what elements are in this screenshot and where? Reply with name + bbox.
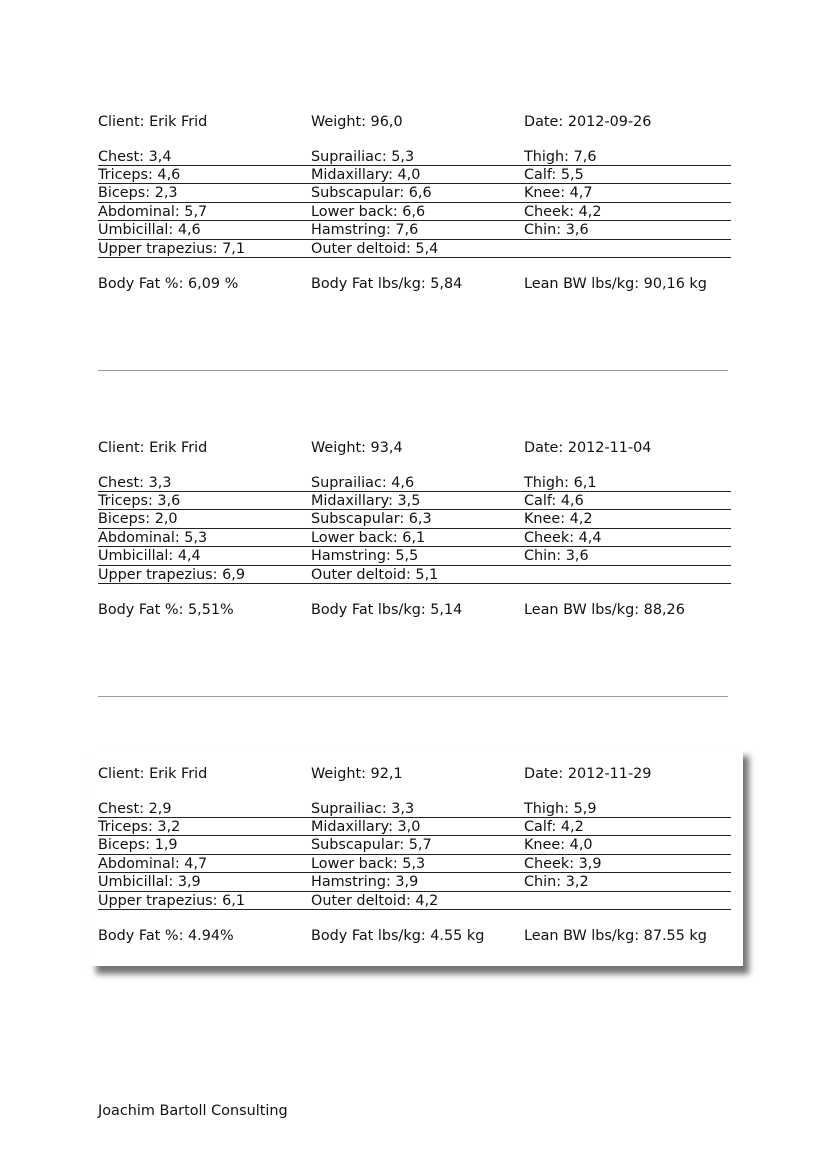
record-date: Date: 2012-11-29	[524, 766, 652, 782]
measurement-cell: Hamstring: 5,5	[311, 548, 419, 565]
client-name: Client: Erik Frid	[98, 440, 208, 456]
measurement-row	[98, 800, 731, 818]
measurement-cell: Chin: 3,6	[524, 222, 589, 239]
measurement-row	[98, 184, 731, 202]
measurement-row	[98, 221, 731, 239]
measurement-cell: Chest: 2,9	[98, 800, 172, 817]
measurement-cell: Outer deltoid: 5,1	[311, 566, 439, 583]
measurement-cell	[524, 892, 731, 909]
measurement-cell: Umbicillal: 4,4	[98, 548, 201, 565]
measurement-cell: Biceps: 2,0	[98, 511, 178, 528]
measurement-cell: Biceps: 2,3	[98, 185, 178, 202]
measurement-cell: Hamstring: 7,6	[311, 222, 419, 239]
record-date: Date: 2012-09-26	[524, 114, 652, 130]
measurement-cell: Cheek: 3,9	[524, 855, 602, 872]
measurement-row	[98, 148, 731, 166]
weight-value: Weight: 96,0	[311, 114, 403, 130]
measurement-cell: Lower back: 5,3	[311, 855, 426, 872]
measurement-cell: Abdominal: 5,3	[98, 529, 208, 546]
body-fat-percent: Body Fat %: 6,09 %	[98, 275, 239, 292]
measurement-cell: Suprailiac: 4,6	[311, 474, 415, 491]
measurement-cell: Outer deltoid: 4,2	[311, 892, 439, 909]
section-divider	[98, 370, 728, 371]
measurement-cell: Triceps: 4,6	[98, 166, 181, 183]
body-fat-mass: Body Fat lbs/kg: 5,14	[311, 601, 463, 618]
measurement-cell: Triceps: 3,2	[98, 818, 181, 835]
measurement-row	[98, 892, 731, 910]
measurement-row	[98, 836, 731, 854]
section-divider	[98, 696, 728, 697]
measurement-row	[98, 529, 731, 547]
measurement-cell: Subscapular: 6,6	[311, 185, 432, 202]
measurement-cell: Lower back: 6,1	[311, 529, 426, 546]
measurement-row	[98, 166, 731, 184]
measurement-cell: Outer deltoid: 5,4	[311, 240, 439, 257]
record-header	[98, 113, 731, 131]
measurement-cell: Midaxillary: 4,0	[311, 166, 421, 183]
lean-body-weight: Lean BW lbs/kg: 90,16 kg	[524, 275, 707, 292]
record-summary	[98, 601, 731, 619]
measurement-row	[98, 818, 731, 836]
measurement-cell: Cheek: 4,2	[524, 203, 602, 220]
measurement-record	[98, 439, 731, 619]
measurement-row	[98, 203, 731, 221]
measurement-row	[98, 547, 731, 565]
weight-value: Weight: 93,4	[311, 440, 403, 456]
measurement-cell: Calf: 4,2	[524, 818, 584, 835]
measurement-cell: Upper trapezius: 6,1	[98, 892, 245, 909]
record-date: Date: 2012-11-04	[524, 440, 652, 456]
measurement-cell: Chest: 3,3	[98, 474, 172, 491]
measurement-cell: Cheek: 4,4	[524, 529, 602, 546]
measurement-cell: Subscapular: 6,3	[311, 511, 432, 528]
measurement-cell: Thigh: 6,1	[524, 474, 597, 491]
measurement-record	[98, 113, 731, 293]
client-name: Client: Erik Frid	[98, 114, 208, 130]
measurement-cell	[524, 240, 731, 257]
record-summary	[98, 275, 731, 293]
measurement-cell: Lower back: 6,6	[311, 203, 426, 220]
measurement-row	[98, 240, 731, 258]
measurement-cell: Knee: 4,0	[524, 837, 593, 854]
measurement-cell: Triceps: 3,6	[98, 492, 181, 509]
measurement-cell: Thigh: 7,6	[524, 148, 597, 165]
measurement-cell: Calf: 4,6	[524, 492, 584, 509]
measurement-row	[98, 873, 731, 891]
measurement-cell: Biceps: 1,9	[98, 837, 178, 854]
company-name: Joachim Bartoll Consulting	[98, 1103, 288, 1119]
body-fat-percent: Body Fat %: 5,51%	[98, 601, 234, 618]
measurement-row	[98, 492, 731, 510]
measurement-row	[98, 474, 731, 492]
body-fat-mass: Body Fat lbs/kg: 5,84	[311, 275, 463, 292]
measurement-row	[98, 566, 731, 584]
measurement-row	[98, 855, 731, 873]
measurement-row	[98, 510, 731, 528]
measurement-cell: Umbicillal: 4,6	[98, 222, 201, 239]
measurement-cell: Chest: 3,4	[98, 148, 172, 165]
weight-value: Weight: 92,1	[311, 766, 403, 782]
measurement-cell: Suprailiac: 5,3	[311, 148, 415, 165]
body-fat-percent: Body Fat %: 4.94%	[98, 927, 234, 944]
client-name: Client: Erik Frid	[98, 766, 208, 782]
measurement-cell: Abdominal: 5,7	[98, 203, 208, 220]
measurement-record	[98, 765, 731, 945]
measurement-cell: Upper trapezius: 7,1	[98, 240, 245, 257]
measurement-cell: Abdominal: 4,7	[98, 855, 208, 872]
record-header	[98, 765, 731, 783]
measurement-cell: Hamstring: 3,9	[311, 874, 419, 891]
measurement-cell: Upper trapezius: 6,9	[98, 566, 245, 583]
measurement-cell: Midaxillary: 3,0	[311, 818, 421, 835]
measurement-cell: Suprailiac: 3,3	[311, 800, 415, 817]
record-header	[98, 439, 731, 457]
measurement-cell: Thigh: 5,9	[524, 800, 597, 817]
measurement-cell: Chin: 3,6	[524, 548, 589, 565]
measurement-cell: Chin: 3,2	[524, 874, 589, 891]
measurement-cell: Subscapular: 5,7	[311, 837, 432, 854]
measurement-cell	[524, 566, 731, 583]
measurement-cell: Knee: 4,2	[524, 511, 593, 528]
measurement-cell: Midaxillary: 3,5	[311, 492, 421, 509]
measurement-cell: Knee: 4,7	[524, 185, 593, 202]
body-fat-mass: Body Fat lbs/kg: 4.55 kg	[311, 927, 485, 944]
lean-body-weight: Lean BW lbs/kg: 88,26	[524, 601, 685, 618]
measurement-cell: Calf: 5,5	[524, 166, 584, 183]
record-summary	[98, 927, 731, 945]
measurement-cell: Umbicillal: 3,9	[98, 874, 201, 891]
lean-body-weight: Lean BW lbs/kg: 87.55 kg	[524, 927, 707, 944]
